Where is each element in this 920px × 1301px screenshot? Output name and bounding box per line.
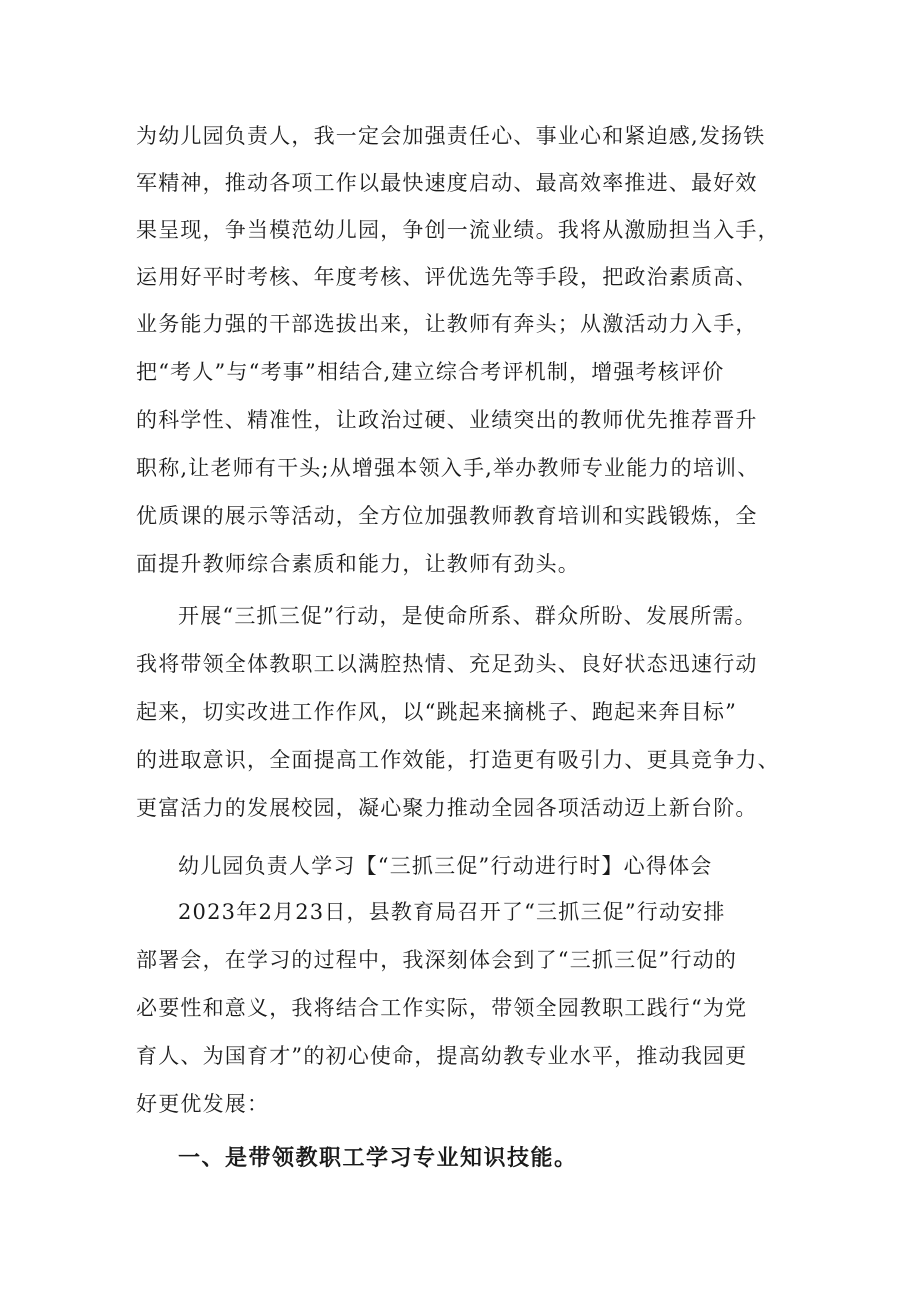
paragraph-line: 的进取意识，全面提高工作效能，打造更有吸引力、更具竞争力、 [136,748,780,772]
paragraph-line: 业务能力强的干部选拔出来，让教师有奔头；从激活动力入手， [136,312,758,336]
paragraph-line: 运用好平时考核、年度考核、评优选先等手段，把政治素质高、 [136,265,758,289]
paragraph-line: 面提升教师综合素质和能力，让教师有劲头。 [136,552,580,576]
paragraph-line: 必要性和意义，我将结合工作实际，带领全园教职工践行“为党 [136,996,748,1020]
paragraph-line: 优质课的展示等活动，全方位加强教师教育培训和实践锻炼，全 [136,504,758,528]
paragraph-line: 果呈现，争当模范幼儿园，争创一流业绩。我将从激励担当入手， [136,218,780,242]
section-heading: 一、是带领教职工学习专业知识技能。 [178,1146,578,1171]
paragraph-line: 好更优发展： [136,1092,270,1116]
article-title: 幼儿园负责人学习【“三抓三促”行动进行时】心得体会 [178,854,713,878]
paragraph-line: 开展“三抓三促”行动，是使命所系、群众所盼、发展所需。 [178,604,757,628]
paragraph-line: 为幼儿园负责人，我一定会加强责任心、事业心和紧迫感,发扬铁 [136,124,766,148]
paragraph-line: 部署会，在学习的过程中，我深刻体会到了“三抓三促”行动的 [136,948,738,972]
paragraph-line: 军精神，推动各项工作以最快速度启动、最高效率推进、最好效 [136,171,758,195]
paragraph-line: 育人、为国育才”的初心使命，提高幼教专业水平，推动我园更 [136,1044,748,1068]
paragraph-line: 职称,让老师有干头;从增强本领入手,举办教师专业能力的培训、 [136,456,760,480]
paragraph-line: 更富活力的发展校园，凝心聚力推动全园各项活动迈上新台阶。 [136,796,758,820]
paragraph-line: 我将带领全体教职工以满腔热情、充足劲头、良好状态迅速行动 [136,652,758,676]
paragraph-line: 的科学性、精准性，让政治过硬、业绩突出的教师优先推荐晋升 [136,408,758,432]
paragraph-line: 把“考人”与“考事”相结合,建立综合考评机制，增强考核评价 [136,360,725,384]
paragraph-line: 2023年2月23日，县教育局召开了“三抓三促”行动安排 [178,900,726,924]
paragraph-line: 起来，切实改进工作作风，以“跳起来摘桃子、跑起来奔目标” [136,700,738,724]
